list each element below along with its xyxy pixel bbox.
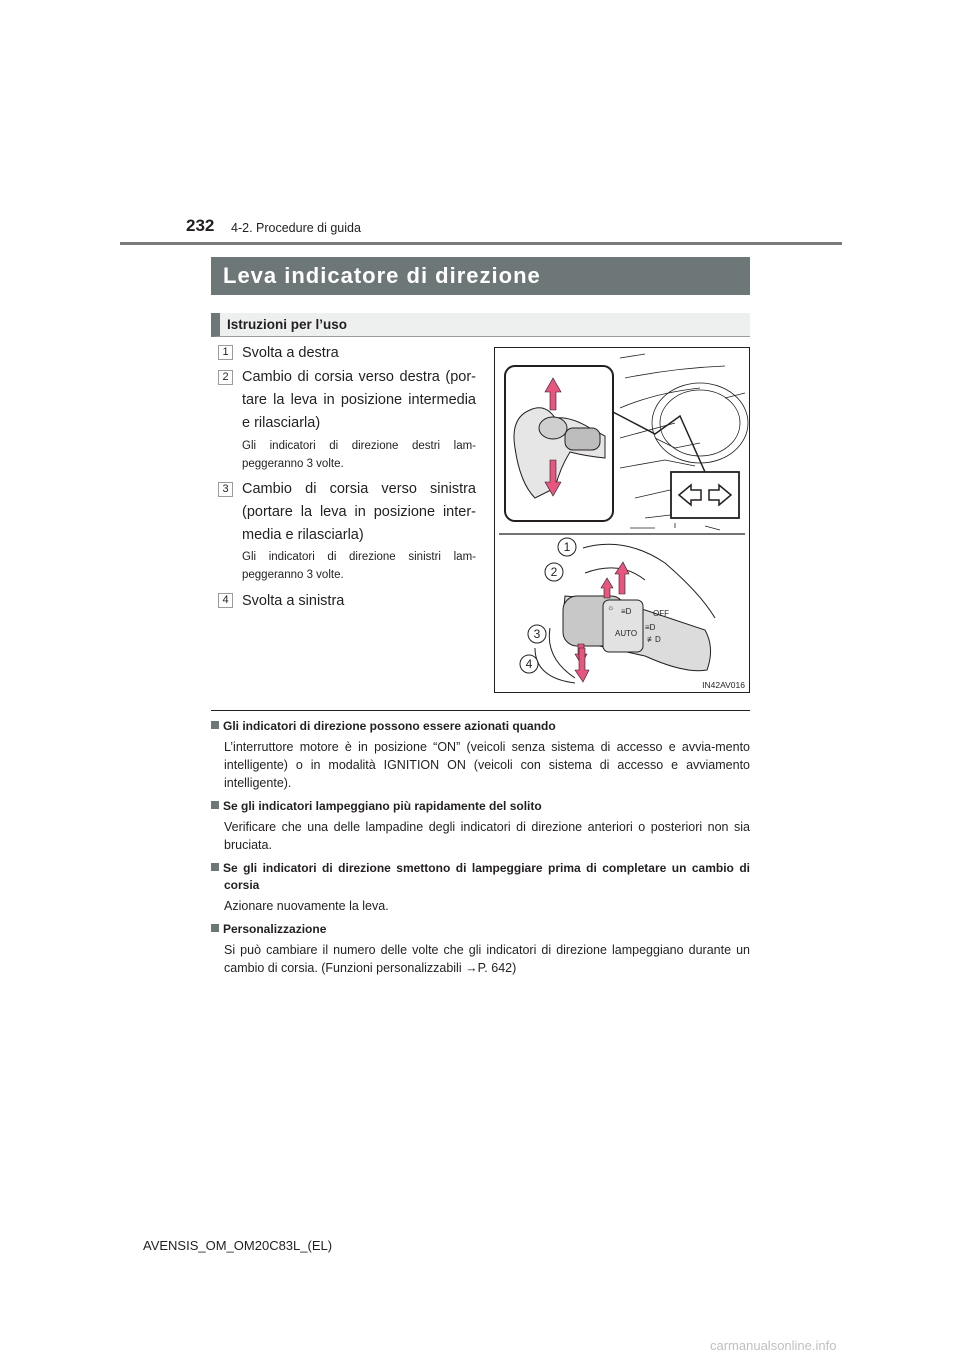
document-footer: AVENSIS_OM_OM20C83L_(EL) — [143, 1238, 333, 1253]
note-heading — [211, 921, 750, 938]
svg-text:☼: ☼ — [607, 603, 615, 612]
note-1 — [211, 718, 750, 792]
callout-label-2: 2 — [550, 565, 558, 579]
note-heading-text: Personalizzazione — [223, 922, 327, 936]
svg-text:≢D: ≢D — [647, 635, 661, 644]
page-title-text: Leva indicatore di direzione — [223, 263, 541, 288]
zoom-connector — [613, 412, 705, 472]
note-4 — [211, 921, 750, 977]
note-3 — [211, 860, 750, 915]
callout-label-3: 3 — [533, 627, 541, 641]
svg-text:AUTO: AUTO — [615, 629, 638, 638]
item-text-4: Svolta a sinistra — [242, 593, 345, 609]
arrow-up-short-icon — [601, 578, 613, 598]
figure-illustration — [495, 348, 749, 692]
note-heading — [211, 718, 750, 735]
page-title — [211, 257, 750, 295]
note-body: Azionare nuovamente la leva. — [224, 899, 389, 913]
item-note-2: Gli indicatori di direzione destri lam-peggeranno 3 volte. — [242, 440, 476, 470]
turn-signal-lever-figure — [494, 347, 750, 693]
note-heading-text: Se gli indicatori di direzione smettono di lampeggiare prima di completare un cambio di corsia — [223, 861, 750, 892]
square-bullet-icon — [211, 863, 219, 871]
item-number-1: 1 — [218, 345, 233, 360]
note-heading — [211, 798, 750, 815]
item-text-2: Cambio di corsia verso destra (por-tare la leva in posizione intermedia e rilasciarla) — [242, 369, 476, 431]
note-body: Verificare che una delle lampadine degli indicatori di direzione anteriori o posteriori non sia bruciata. — [224, 820, 750, 852]
item-text-3: Cambio di corsia verso sinistra (portare la leva in posizione inter-media e rilasciarla) — [242, 481, 476, 543]
svg-text:≡D: ≡D — [621, 607, 632, 616]
subheading — [211, 313, 750, 337]
item-note-3: Gli indicatori di direzione sinistri lam-peggeranno 3 volte. — [242, 551, 476, 581]
notes-rule — [211, 710, 750, 711]
square-bullet-icon — [211, 924, 219, 932]
watermark: carmanualsonline.info — [710, 1338, 837, 1353]
item-number-2: 2 — [218, 370, 233, 385]
note-heading-text: Se gli indicatori lampeggiano più rapidamente del solito — [223, 799, 542, 813]
subheading-text: Istruzioni per l’uso — [227, 317, 348, 332]
note-heading — [211, 860, 750, 894]
note-heading-text: Gli indicatori di direzione possono essere azionati quando — [223, 719, 556, 733]
callout-label-4: 4 — [525, 657, 533, 671]
square-bullet-icon — [211, 801, 219, 809]
note-2 — [211, 798, 750, 854]
item-number-4: 4 — [218, 593, 233, 608]
item-number-3: 3 — [218, 482, 233, 497]
svg-text:OFF: OFF — [653, 609, 669, 618]
note-body: L’interruttore motore è in posizione “ON” (veicoli senza sistema di accesso e avvia-mento intelligente) o in modalità IGNITION ON (veicoli con sistema di accesso e avviamento intelligente). — [224, 740, 750, 790]
svg-text:≡D: ≡D — [645, 623, 656, 632]
header-rule — [120, 242, 842, 245]
indicator-display — [671, 472, 739, 518]
section-label: 4-2. Procedure di guida — [231, 221, 361, 235]
item-text-1: Svolta a destra — [242, 345, 339, 361]
figure-code: IN42AV016 — [702, 680, 745, 690]
arrow-down-long-icon — [575, 648, 589, 682]
arrow-up-long-icon — [615, 562, 629, 594]
callout-label-1: 1 — [563, 540, 571, 554]
note-body: Si può cambiare il numero delle volte che gli indicatori di direzione lampeggiano durante un cambio di corsia. (Funzioni personalizzabili →P. 642) — [224, 943, 750, 975]
page-number: 232 — [186, 216, 215, 235]
square-bullet-icon — [211, 721, 219, 729]
